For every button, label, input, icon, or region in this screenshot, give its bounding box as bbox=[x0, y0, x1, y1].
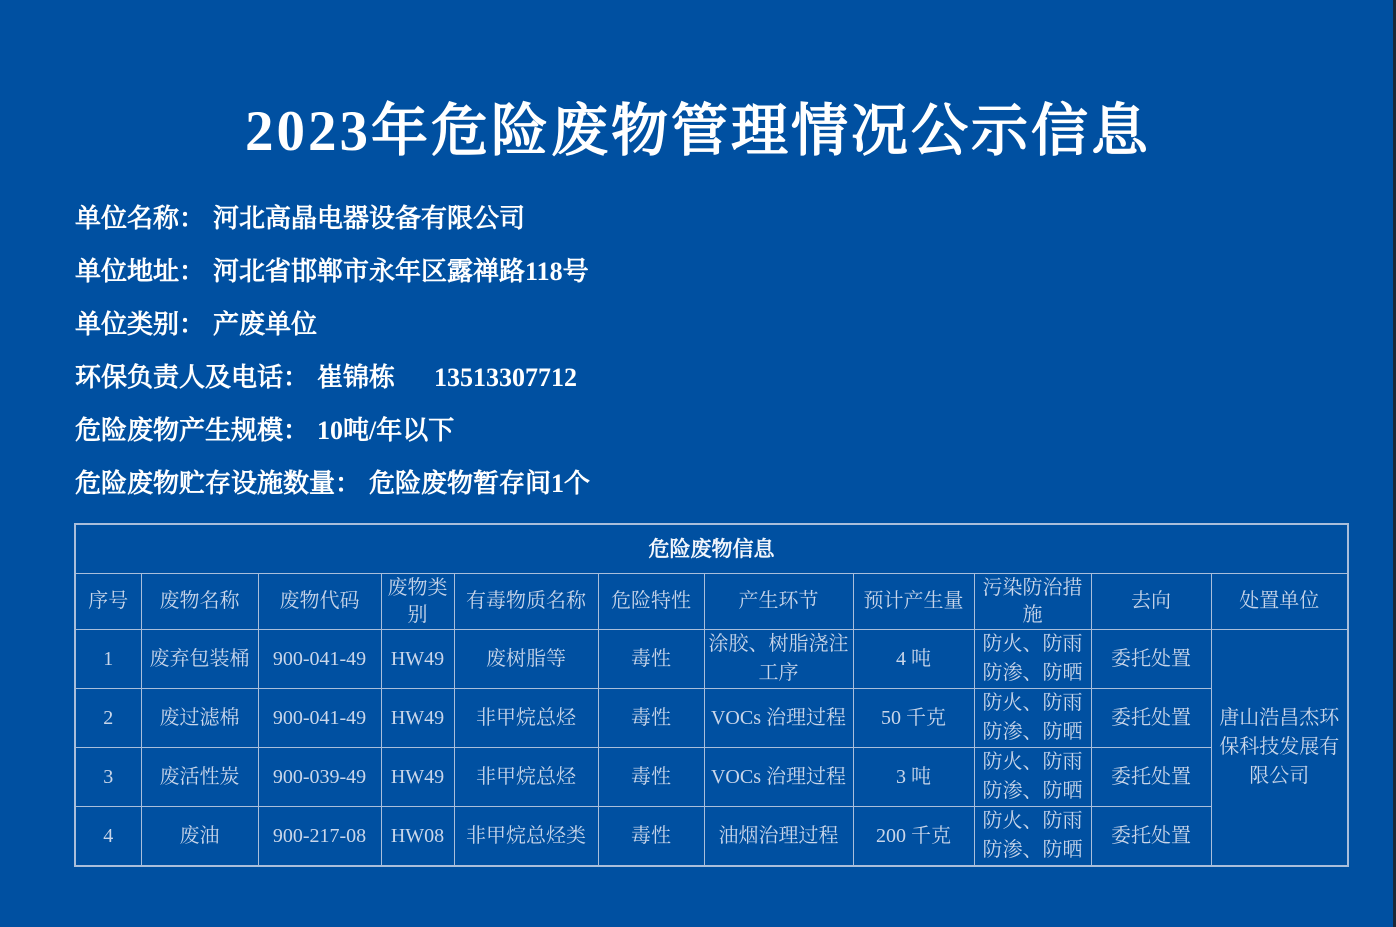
cell-hazard-property: 毒性 bbox=[598, 630, 704, 689]
table-row bbox=[75, 748, 1348, 807]
info-line-production-scale bbox=[75, 417, 1396, 444]
info-line-unit-name bbox=[75, 205, 1396, 232]
cell-toxic-substance: 非甲烷总烃 bbox=[454, 689, 598, 748]
cell-destination: 委托处置 bbox=[1091, 689, 1211, 748]
hazardous-waste-table bbox=[74, 523, 1349, 867]
info-value: 崔锦栋 13513307712 bbox=[317, 363, 578, 392]
info-value: 危险废物暂存间1个 bbox=[369, 469, 591, 498]
cell-generation-stage: VOCs 治理过程 bbox=[704, 689, 853, 748]
info-label: 单位类别： bbox=[75, 310, 206, 339]
table-title: 危险废物信息 bbox=[75, 524, 1348, 574]
table-title-row bbox=[75, 524, 1348, 574]
cell-waste-code: 900-217-08 bbox=[258, 807, 381, 867]
cell-generation-stage: 涂胶、树脂浇注工序 bbox=[704, 630, 853, 689]
cell-waste-category: HW49 bbox=[381, 630, 454, 689]
page-title: 2023年危险废物管理情况公示信息 bbox=[245, 100, 1151, 163]
cell-generation-stage: VOCs 治理过程 bbox=[704, 748, 853, 807]
cell-index: 2 bbox=[75, 689, 141, 748]
col-header-waste-name: 废物名称 bbox=[141, 574, 258, 630]
cell-toxic-substance: 非甲烷总烃 bbox=[454, 748, 598, 807]
info-label: 危险废物贮存设施数量： bbox=[75, 469, 362, 498]
info-line-unit-category bbox=[75, 311, 1396, 338]
cell-waste-name: 废弃包装桶 bbox=[141, 630, 258, 689]
col-header-waste-code: 废物代码 bbox=[258, 574, 381, 630]
col-header-generation-stage: 产生环节 bbox=[704, 574, 853, 630]
cell-pollution-control: 防火、防雨防渗、防晒 bbox=[974, 807, 1091, 867]
table-header-row bbox=[75, 574, 1348, 630]
table-row bbox=[75, 807, 1348, 867]
cell-hazard-property: 毒性 bbox=[598, 689, 704, 748]
cell-expected-output: 50 千克 bbox=[853, 689, 974, 748]
cell-index: 1 bbox=[75, 630, 141, 689]
cell-waste-category: HW08 bbox=[381, 807, 454, 867]
col-header-toxic-substance: 有毒物质名称 bbox=[454, 574, 598, 630]
cell-waste-name: 废活性炭 bbox=[141, 748, 258, 807]
cell-waste-name: 废油 bbox=[141, 807, 258, 867]
info-label: 环保负责人及电话： bbox=[75, 363, 310, 392]
cell-waste-code: 900-039-49 bbox=[258, 748, 381, 807]
col-header-pollution-control: 污染防治措施 bbox=[974, 574, 1091, 630]
col-header-destination: 去向 bbox=[1091, 574, 1211, 630]
table-row bbox=[75, 689, 1348, 748]
cell-waste-category: HW49 bbox=[381, 689, 454, 748]
cell-pollution-control: 防火、防雨防渗、防晒 bbox=[974, 748, 1091, 807]
cell-pollution-control: 防火、防雨防渗、防晒 bbox=[974, 689, 1091, 748]
cell-waste-category: HW49 bbox=[381, 748, 454, 807]
cell-index: 4 bbox=[75, 807, 141, 867]
cell-toxic-substance: 废树脂等 bbox=[454, 630, 598, 689]
cell-waste-code: 900-041-49 bbox=[258, 630, 381, 689]
cell-expected-output: 3 吨 bbox=[853, 748, 974, 807]
cell-index: 3 bbox=[75, 748, 141, 807]
col-header-disposal-unit: 处置单位 bbox=[1211, 574, 1348, 630]
cell-destination: 委托处置 bbox=[1091, 630, 1211, 689]
info-value: 河北高晶电器设备有限公司 bbox=[213, 204, 526, 233]
cell-waste-code: 900-041-49 bbox=[258, 689, 381, 748]
col-header-hazard-property: 危险特性 bbox=[598, 574, 704, 630]
info-label: 单位地址： bbox=[75, 257, 206, 286]
col-header-index: 序号 bbox=[75, 574, 141, 630]
cell-disposal-company: 唐山浩昌杰环保科技发展有限公司 bbox=[1211, 630, 1348, 867]
info-value: 河北省邯郸市永年区露禅路118号 bbox=[213, 257, 589, 286]
cell-generation-stage: 油烟治理过程 bbox=[704, 807, 853, 867]
cell-toxic-substance: 非甲烷总烃类 bbox=[454, 807, 598, 867]
cell-destination: 委托处置 bbox=[1091, 807, 1211, 867]
cell-hazard-property: 毒性 bbox=[598, 807, 704, 867]
cell-expected-output: 4 吨 bbox=[853, 630, 974, 689]
info-line-unit-address bbox=[75, 258, 1396, 285]
table-row bbox=[75, 630, 1348, 689]
cell-expected-output: 200 千克 bbox=[853, 807, 974, 867]
cell-hazard-property: 毒性 bbox=[598, 748, 704, 807]
cell-destination: 委托处置 bbox=[1091, 748, 1211, 807]
info-label: 危险废物产生规模： bbox=[75, 416, 310, 445]
col-header-expected-output: 预计产生量 bbox=[853, 574, 974, 630]
cell-pollution-control: 防火、防雨防渗、防晒 bbox=[974, 630, 1091, 689]
info-section bbox=[75, 205, 1396, 497]
info-line-storage-facilities bbox=[75, 470, 1396, 497]
info-value: 产废单位 bbox=[213, 310, 318, 339]
cell-waste-name: 废过滤棉 bbox=[141, 689, 258, 748]
info-label: 单位名称： bbox=[75, 204, 206, 233]
col-header-waste-category: 废物类别 bbox=[381, 574, 454, 630]
info-value: 10吨/年以下 bbox=[317, 416, 455, 445]
info-line-contact bbox=[75, 364, 1396, 391]
